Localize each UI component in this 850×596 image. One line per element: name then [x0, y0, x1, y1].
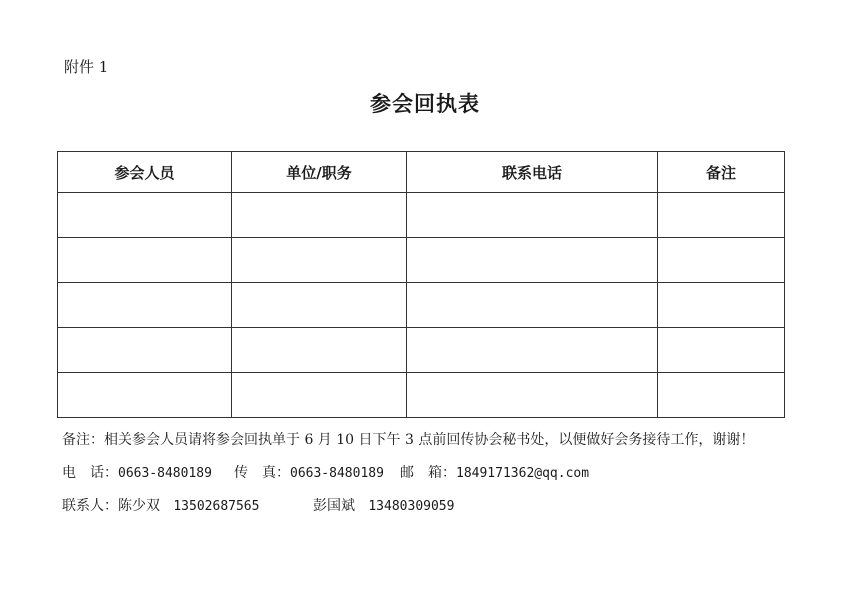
- cell-attendee[interactable]: [58, 193, 232, 238]
- cell-remarks[interactable]: [658, 328, 785, 373]
- remarks-note: 备注：相关参会人员请将参会回执单于 6 月 10 日下午 3 点前回传协会秘书处，以便做好会务接待工作，谢谢！: [62, 432, 755, 448]
- cell-remarks[interactable]: [658, 238, 785, 283]
- contact-person-label: 联系人：: [62, 498, 118, 514]
- cell-attendee[interactable]: [58, 373, 232, 418]
- cell-attendee[interactable]: [58, 328, 232, 373]
- cell-unit-position[interactable]: [232, 193, 407, 238]
- email-label: 邮 箱：: [400, 465, 456, 481]
- cell-phone[interactable]: [407, 373, 658, 418]
- contact-person-1: [62, 495, 259, 515]
- cell-unit-position[interactable]: [232, 238, 407, 283]
- email-value: 1849171362@qq.com: [456, 466, 590, 481]
- table-row: [58, 193, 785, 238]
- cell-remarks[interactable]: [658, 193, 785, 238]
- cell-attendee[interactable]: [58, 283, 232, 328]
- cell-remarks[interactable]: [658, 373, 785, 418]
- email-contact: [400, 462, 589, 482]
- table-row: [58, 373, 785, 418]
- header-unit-position: 单位/职务: [232, 152, 407, 193]
- phone-label: 电 话：: [62, 465, 118, 481]
- phone-value: 0663-8480189: [118, 466, 212, 481]
- person1-phone: 13502687565: [173, 499, 260, 514]
- cell-unit-position[interactable]: [232, 373, 407, 418]
- fax-value: 0663-8480189: [290, 466, 384, 481]
- table-row: [58, 238, 785, 283]
- person2-name: 彭国斌: [313, 498, 355, 514]
- fax-contact: [234, 462, 384, 482]
- contact-person-2: [313, 495, 454, 515]
- cell-phone[interactable]: [407, 193, 658, 238]
- table-header-row: [58, 152, 785, 193]
- fax-label: 传 真：: [234, 465, 290, 481]
- cell-phone[interactable]: [407, 283, 658, 328]
- cell-unit-position[interactable]: [232, 283, 407, 328]
- table-row: [58, 328, 785, 373]
- cell-remarks[interactable]: [658, 283, 785, 328]
- cell-unit-position[interactable]: [232, 328, 407, 373]
- form-title: 参会回执表: [370, 91, 480, 116]
- receipt-table: [57, 151, 785, 418]
- cell-phone[interactable]: [407, 328, 658, 373]
- person1-name: 陈少双: [118, 498, 160, 514]
- phone-contact: [62, 462, 212, 482]
- attachment-label: 附件 1: [64, 58, 109, 76]
- header-attendee: 参会人员: [58, 152, 232, 193]
- header-remarks: 备注: [658, 152, 785, 193]
- cell-attendee[interactable]: [58, 238, 232, 283]
- header-phone: 联系电话: [407, 152, 658, 193]
- person2-phone: 13480309059: [368, 499, 455, 514]
- table-row: [58, 283, 785, 328]
- cell-phone[interactable]: [407, 238, 658, 283]
